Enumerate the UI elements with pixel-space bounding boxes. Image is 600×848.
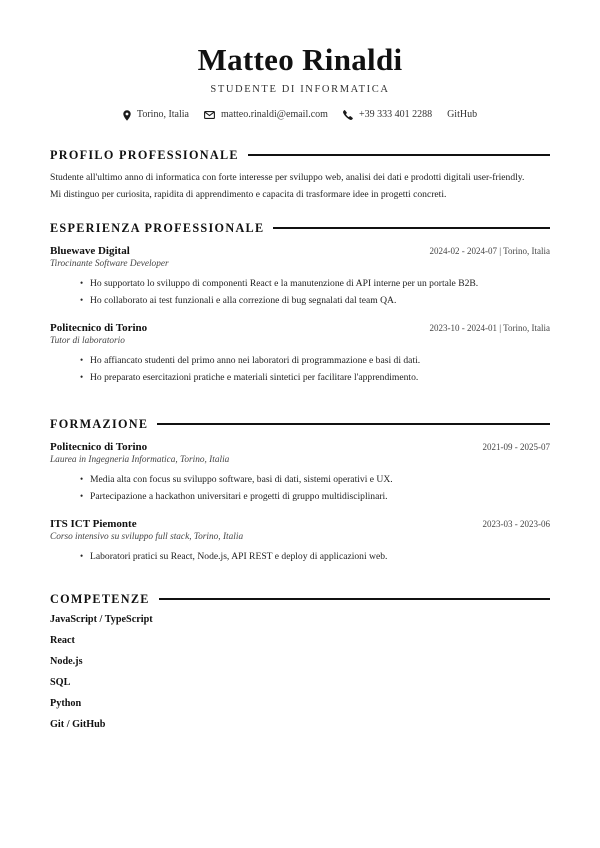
contact-email[interactable]: [204, 109, 328, 121]
contact-phone-text[interactable]: +39 333 401 2288: [358, 109, 433, 120]
experience-section-header: [50, 221, 550, 235]
candidate-name: Matteo Rinaldi: [197, 42, 403, 77]
profile-line: Mi distinguo per curiosita, rapidita di apprendimento e capacita di trasformare idee in progetti concreti.: [50, 189, 447, 200]
bullet-item: • Partecipazione a hackathon universitari e progetti di gruppo multidisciplinari.: [83, 488, 550, 505]
location-pin-icon: [123, 110, 131, 121]
entry-organization: Bluewave Digital: [50, 245, 130, 257]
contact-location: [123, 109, 189, 121]
entry-dates: 2023-03 - 2023-06: [482, 519, 550, 529]
skills-section-header: [50, 592, 550, 606]
education-entry: [50, 517, 550, 565]
entry-organization: ITS ICT Piemonte: [50, 518, 137, 530]
contact-github[interactable]: [447, 109, 477, 121]
entry-organization: Politecnico di Torino: [50, 441, 148, 453]
skills-list: [50, 614, 550, 740]
bullet-item: • Ho collaborato ai test funzionali e alla correzione di bug segnalati dal team QA.: [83, 292, 550, 309]
section-title: FORMAZIONE: [50, 417, 149, 431]
contact-github-text[interactable]: GitHub: [447, 109, 478, 120]
phone-icon: [343, 110, 353, 120]
section-divider: [248, 154, 550, 156]
skill-item: Python: [50, 698, 82, 709]
contact-bar: [50, 109, 550, 121]
contact-phone[interactable]: [343, 109, 432, 121]
entry-dates-location: 2023-10 - 2024-01 | Torino, Italia: [429, 323, 550, 333]
entry-degree: Laurea in Ingegneria Informatica, Torino, Italia: [50, 455, 230, 465]
entry-organization: Politecnico di Torino: [50, 322, 148, 334]
experience-entry: [50, 244, 550, 309]
entry-role: Tirocinante Software Developer: [50, 259, 169, 269]
section-divider: [157, 423, 550, 425]
bullet-item: • Ho preparato esercitazioni pratiche e materiali sintetici per facilitare l'apprendimento.: [83, 369, 550, 386]
section-divider: [273, 227, 550, 229]
entry-bullets: [50, 275, 550, 309]
skill-item: JavaScript / TypeScript: [50, 614, 153, 625]
profile-section: [50, 148, 550, 203]
candidate-subtitle: STUDENTE DI INFORMATICA: [210, 84, 390, 95]
skill-item: React: [50, 635, 75, 646]
bullet-item: • Ho supportato lo sviluppo di componenti React e la manutenzione di API interne per un portale B2B.: [83, 275, 550, 292]
contact-email-text[interactable]: matteo.rinaldi@email.com: [220, 109, 328, 120]
skills-section: [50, 592, 550, 740]
entry-degree: Corso intensivo su sviluppo full stack, Torino, Italia: [50, 532, 244, 542]
section-title: ESPERIENZA PROFESSIONALE: [50, 221, 265, 235]
entry-bullets: [50, 548, 550, 565]
profile-line: Studente all'ultimo anno di informatica con forte interesse per sviluppo web, analisi dei dati e prodotti digitali user-friendly.: [50, 172, 525, 183]
bullet-item: • Media alta con focus su sviluppo software, basi di dati, sistemi operativi e UX.: [83, 471, 550, 488]
entry-role: Tutor di laboratorio: [50, 336, 125, 346]
skill-item: Node.js: [50, 656, 83, 667]
entry-dates-location: 2024-02 - 2024-07 | Torino, Italia: [429, 246, 550, 256]
skill-item: Git / GitHub: [50, 719, 106, 730]
entry-dates: 2021-09 - 2025-07: [482, 442, 550, 452]
section-divider: [159, 598, 550, 600]
bullet-item: • Ho affiancato studenti del primo anno nei laboratori di programmazione e basi di dati.: [83, 352, 550, 369]
education-entry: [50, 440, 550, 505]
resume-header: [50, 0, 550, 121]
profile-text: [50, 169, 550, 203]
envelope-icon: [204, 111, 215, 119]
experience-entry: [50, 321, 550, 386]
entry-bullets: [50, 471, 550, 505]
education-section: [50, 417, 550, 565]
profile-section-header: [50, 148, 550, 162]
contact-location-text: Torino, Italia: [136, 109, 189, 120]
entry-bullets: [50, 352, 550, 386]
experience-section: [50, 221, 550, 386]
education-section-header: [50, 417, 550, 431]
section-title: COMPETENZE: [50, 592, 150, 606]
bullet-item: • Laboratori pratici su React, Node.js, API REST e deploy di applicazioni web.: [83, 548, 550, 565]
skill-item: SQL: [50, 677, 71, 688]
section-title: PROFILO PROFESSIONALE: [50, 148, 239, 162]
